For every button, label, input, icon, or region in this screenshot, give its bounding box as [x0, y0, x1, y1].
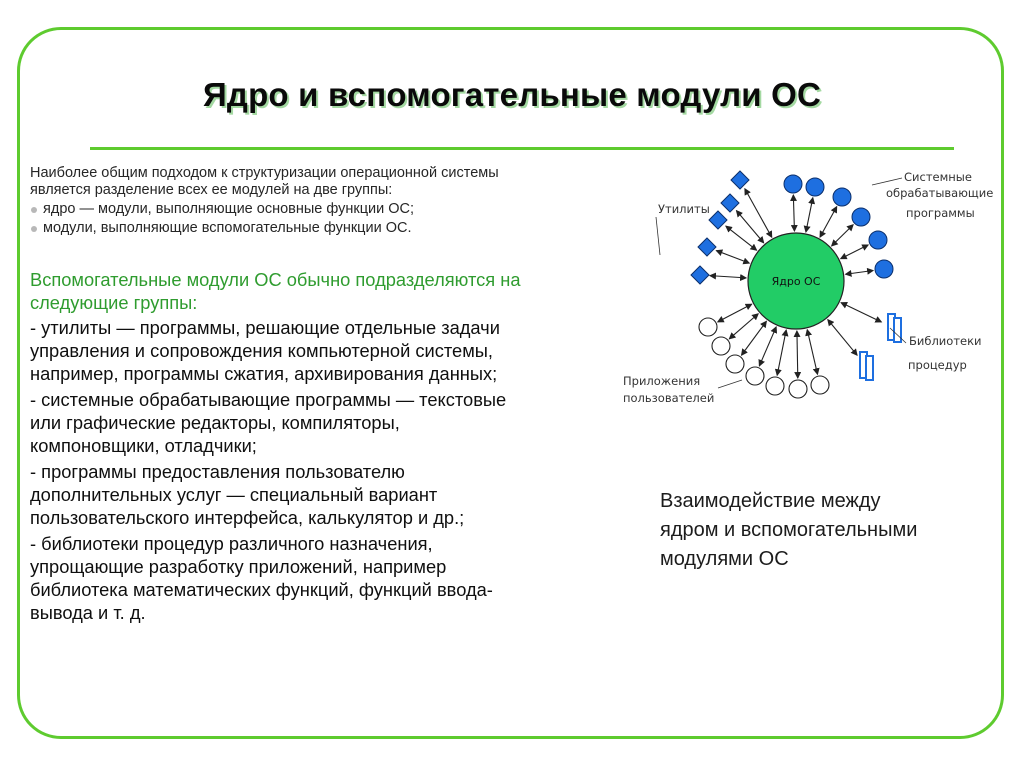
- system-program-arrow: [793, 195, 794, 231]
- group-line: упрощающие разработку приложений, например: [30, 556, 447, 577]
- group-item-user-services: [30, 460, 640, 529]
- system-program-circle: [806, 178, 824, 196]
- bullet-text: модули, выполняющие вспомогательные функции ОС.: [43, 220, 412, 236]
- utilities-label: Утилиты: [658, 202, 710, 216]
- diagram-caption: [660, 487, 1000, 574]
- intro-block: [30, 165, 630, 237]
- utility-diamond: [731, 171, 749, 189]
- group-line: например, программы сжатия, архивирования данных;: [30, 363, 498, 384]
- utility-diamond: [691, 266, 709, 284]
- system-program-circle: [852, 208, 870, 226]
- application-circle: [699, 318, 717, 336]
- group-line: - библиотеки процедур различного назначения,: [30, 533, 433, 554]
- utility-arrow: [710, 276, 746, 278]
- application-arrow: [718, 304, 752, 322]
- system-program-arrow: [832, 225, 854, 246]
- utilities-pointer: [656, 217, 660, 255]
- slide-title: Ядро и вспомогательные модули ОС: [203, 76, 821, 113]
- system-program-arrow: [846, 270, 874, 274]
- utility-diamond: [698, 238, 716, 256]
- system-program-circle: [875, 260, 893, 278]
- group-item-system-programs: [30, 388, 640, 457]
- caption-line: модулями ОС: [660, 548, 789, 570]
- application-arrow: [807, 330, 817, 375]
- group-line: вывода и т. д.: [30, 602, 146, 623]
- apps-label-line1: Приложения: [623, 374, 701, 388]
- apps-pointer: [718, 380, 742, 388]
- groups-lead-line: следующие группы:: [30, 292, 198, 313]
- application-arrow: [729, 314, 758, 339]
- system-programs-label-line3: программы: [906, 206, 975, 220]
- utility-arrow: [716, 251, 749, 264]
- bullet-item: [30, 220, 630, 237]
- caption-line: ядром и вспомогательными: [660, 519, 918, 541]
- group-line: - утилиты — программы, решающие отдельные задачи: [30, 317, 500, 338]
- system-program-arrow: [806, 198, 813, 232]
- group-line: управления и сопровождения компьютерной системы,: [30, 340, 493, 361]
- application-circle: [746, 367, 764, 385]
- system-program-circle: [784, 175, 802, 193]
- intro-line: является разделение всех ее модулей на две группы:: [30, 182, 393, 198]
- application-arrow: [797, 331, 798, 378]
- library-book-front: [866, 356, 873, 380]
- intro-line: Наиболее общим подходом к структуризации операционной системы: [30, 165, 499, 181]
- bullet-text: ядро — модули, выполняющие основные функции ОС;: [43, 201, 415, 217]
- group-line: библиотека математических функций, функций ввода-: [30, 579, 493, 600]
- group-line: пользовательского интерфейса, калькулятор и др.;: [30, 507, 465, 528]
- kernel-label: Ядро ОС: [771, 275, 821, 288]
- library-arrow: [828, 320, 857, 356]
- utility-arrow: [745, 189, 772, 238]
- group-item-libraries: [30, 532, 640, 624]
- libraries-label-line2: процедур: [908, 358, 967, 372]
- utility-diamond: [709, 211, 727, 229]
- utility-diamond: [721, 194, 739, 212]
- group-item-utilities: [30, 316, 640, 385]
- groups-lead-line: Вспомогательные модули ОС обычно подразделяются на: [30, 269, 521, 290]
- application-circle: [811, 376, 829, 394]
- libraries-label-line1: Библиотеки: [909, 334, 982, 348]
- system-programs-label-line2: обрабатывающие: [886, 186, 994, 200]
- system-program-circle: [833, 188, 851, 206]
- group-line: - системные обрабатывающие программы — текстовые: [30, 389, 507, 410]
- bullet-item: [30, 201, 630, 218]
- apps-label-line2: пользователей: [623, 391, 715, 405]
- system-program-circle: [869, 231, 887, 249]
- system-program-arrow: [820, 207, 837, 237]
- application-circle: [712, 337, 730, 355]
- system-programs-label-line1: Системные: [904, 170, 972, 184]
- group-line: дополнительных услуг — специальный вариант: [30, 484, 438, 505]
- application-circle: [766, 377, 784, 395]
- system-programs-pointer: [872, 178, 902, 185]
- application-arrow: [759, 327, 776, 366]
- library-book-front: [894, 318, 901, 342]
- group-line: компоновщики, отладчики;: [30, 435, 257, 456]
- application-circle: [726, 355, 744, 373]
- application-circle: [789, 380, 807, 398]
- bullet-dot: [31, 207, 37, 213]
- application-arrow: [742, 321, 767, 355]
- group-line: - программы предоставления пользователю: [30, 461, 405, 482]
- groups-lead: [30, 268, 640, 314]
- bullet-dot: [31, 226, 37, 232]
- application-arrow: [777, 330, 786, 375]
- caption-line: Взаимодействие между: [660, 490, 881, 512]
- system-program-arrow: [841, 245, 868, 259]
- kernel-modules-diagram: [610, 160, 1000, 420]
- title-underline: [90, 147, 954, 150]
- library-arrow: [841, 303, 881, 322]
- intro-bullet-list: [30, 201, 630, 237]
- groups-block: [30, 268, 640, 627]
- group-line: или графические редакторы, компиляторы,: [30, 412, 400, 433]
